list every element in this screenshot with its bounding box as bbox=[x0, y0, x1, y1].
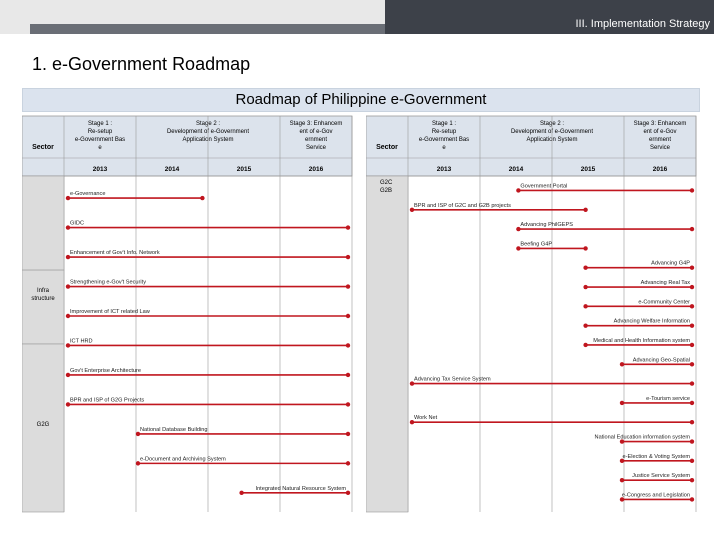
roadmap-bar-end-dot bbox=[690, 266, 694, 270]
roadmap-item-label: GIDC bbox=[70, 220, 84, 227]
stage-header-line: e bbox=[98, 145, 102, 151]
roadmap-bar-end-dot bbox=[690, 478, 694, 482]
roadmap-bar-end-dot bbox=[690, 401, 694, 405]
stage-header-line: Stage 2 : bbox=[195, 121, 221, 127]
stage-header-line: Re-setup bbox=[87, 129, 113, 135]
sector-header: Sector bbox=[376, 144, 398, 151]
roadmap-item-label: Advancing Real Tax bbox=[640, 280, 690, 287]
roadmap-bar-start-dot bbox=[583, 266, 587, 270]
stage-header-line: Service bbox=[305, 145, 327, 151]
roadmap-bar-end-dot bbox=[346, 314, 350, 318]
roadmap-bar-end-dot bbox=[346, 343, 350, 347]
roadmap-bar-start-dot bbox=[583, 323, 587, 327]
roadmap-item-label: Justice Service System bbox=[632, 473, 690, 480]
roadmap-item-label: e-Governance bbox=[70, 191, 106, 198]
roadmap-bar-end-dot bbox=[690, 343, 694, 347]
roadmap-banner bbox=[22, 88, 700, 112]
slide-header-bar bbox=[0, 0, 720, 36]
roadmap-bar-start-dot bbox=[583, 343, 587, 347]
stage-header-line: Stage 1 : bbox=[87, 121, 113, 127]
roadmap-bar-end-dot bbox=[690, 420, 694, 424]
roadmap-bar-end-dot bbox=[690, 362, 694, 366]
roadmap-item-label: e-Document and Archiving System bbox=[140, 456, 226, 463]
roadmap-panel-right bbox=[366, 112, 700, 514]
sector-header: Sector bbox=[32, 144, 54, 151]
roadmap-bar-end-dot bbox=[346, 255, 350, 259]
roadmap-bar-end-dot bbox=[690, 304, 694, 308]
stage-header-line: Application System bbox=[526, 137, 578, 143]
sector-label: G2C bbox=[380, 180, 393, 186]
roadmap-item-label: National Database Building bbox=[140, 426, 208, 433]
sector-cell bbox=[22, 344, 64, 512]
roadmap-item-label: Medical and Health Information system bbox=[593, 337, 690, 344]
stage-header-line: Service bbox=[649, 145, 671, 151]
roadmap-item-label: Work Net bbox=[414, 415, 438, 422]
stage-header-line: ent of e-Gov bbox=[299, 129, 333, 135]
year-label: 2013 bbox=[92, 166, 108, 173]
stage-header-line: e-Government Bas bbox=[418, 137, 470, 143]
year-label: 2013 bbox=[436, 166, 452, 173]
roadmap-bar-end-dot bbox=[690, 285, 694, 289]
year-label: 2015 bbox=[236, 166, 252, 173]
roadmap-bar-end-dot bbox=[346, 225, 350, 229]
roadmap-left-svg bbox=[22, 112, 356, 514]
stage-header-line: Development of e-Government bbox=[510, 129, 594, 135]
roadmap-bar-end-dot bbox=[583, 208, 587, 212]
roadmap-bar-end-dot bbox=[346, 284, 350, 288]
stage-header-line: Stage 3: Enhancem bbox=[633, 121, 687, 127]
roadmap-item-label: Improvement of ICT related Law bbox=[70, 309, 150, 315]
roadmap-bar-start-dot bbox=[583, 285, 587, 289]
year-label: 2015 bbox=[580, 166, 596, 173]
roadmap-item-label: e-Election & Voting System bbox=[622, 453, 690, 460]
roadmap-item-label: e-Congress and Legislation bbox=[621, 492, 690, 499]
roadmap-item-label: BPR and ISP of G2C and G2B projects bbox=[414, 202, 511, 209]
roadmap-right-svg bbox=[366, 112, 700, 514]
roadmap-bar-end-dot bbox=[200, 196, 204, 200]
roadmap-item-label: Advancing G4P bbox=[651, 260, 690, 267]
sector-label: G2B bbox=[380, 188, 393, 194]
roadmap-bar-start-dot bbox=[239, 491, 243, 495]
sector-cell bbox=[366, 176, 408, 512]
roadmap-bar-end-dot bbox=[346, 402, 350, 406]
year-label: 2014 bbox=[508, 166, 524, 173]
stage-header-line: Development of e-Government bbox=[166, 129, 250, 135]
roadmap-item-label: Enhancement of Gov't Info. Network bbox=[70, 250, 160, 257]
stage-header-line: ernment bbox=[304, 137, 328, 143]
year-label: 2016 bbox=[652, 166, 668, 173]
stage-header-line: Re-setup bbox=[431, 129, 457, 135]
roadmap-bar-end-dot bbox=[346, 461, 350, 465]
roadmap-item-label: Beefing G4P bbox=[520, 241, 553, 248]
roadmap-bar-end-dot bbox=[690, 497, 694, 501]
sector-cell bbox=[22, 270, 64, 344]
roadmap-item-label: e-Community Center bbox=[638, 299, 690, 306]
roadmap-bar-start-dot bbox=[620, 362, 624, 366]
roadmap-bar-end-dot bbox=[690, 439, 694, 443]
roadmap-bar-end-dot bbox=[690, 381, 694, 385]
stage-header-line: ent of e-Gov bbox=[643, 129, 677, 135]
roadmap-bar-end-dot bbox=[346, 373, 350, 377]
roadmap-bar-start-dot bbox=[583, 304, 587, 308]
roadmap-bar-end-dot bbox=[690, 188, 694, 192]
sector-label: Infra bbox=[36, 288, 50, 295]
stage-header-line: ernment bbox=[648, 137, 672, 143]
roadmap-bar-start-dot bbox=[620, 478, 624, 482]
year-label: 2014 bbox=[164, 166, 180, 173]
stage-header-line: e-Government Bas bbox=[74, 137, 126, 143]
roadmap-bar-end-dot bbox=[690, 459, 694, 463]
roadmap-bar-end-dot bbox=[690, 227, 694, 231]
roadmap-panel-left bbox=[22, 112, 356, 514]
roadmap-bar-end-dot bbox=[346, 491, 350, 495]
stage-header-line: Application System bbox=[182, 137, 234, 143]
sector-cell bbox=[22, 176, 64, 270]
roadmap-bar-end-dot bbox=[346, 432, 350, 436]
stage-header-line: Stage 3: Enhancem bbox=[289, 121, 343, 127]
roadmap-item-label: ICT HRD bbox=[70, 338, 93, 345]
roadmap-title: Roadmap of Philippine e-Government bbox=[235, 91, 487, 108]
sector-label: G2G bbox=[36, 422, 50, 428]
section-label: III. Implementation Strategy bbox=[575, 18, 710, 30]
stage-header-line: Stage 2 : bbox=[539, 121, 565, 127]
roadmap-bar-end-dot bbox=[690, 323, 694, 327]
year-label: 2016 bbox=[308, 166, 324, 173]
roadmap-item-label: e-Tourism service bbox=[646, 395, 690, 402]
roadmap-item-label: Advancing Tax Service System bbox=[414, 376, 491, 383]
roadmap-bar-end-dot bbox=[583, 246, 587, 250]
stage-header-line: Stage 1 : bbox=[431, 121, 457, 127]
roadmap-item-label: Advancing Geo-Spatial bbox=[632, 357, 690, 364]
roadmap-item-label: Advancing PhilGEPS bbox=[520, 222, 573, 229]
roadmap-item-label: National Education information system bbox=[594, 434, 690, 441]
roadmap-item-label: Integrated Natural Resource System bbox=[255, 485, 346, 492]
stage-header-line: e bbox=[442, 145, 446, 151]
roadmap-item-label: Advancing Welfare Information bbox=[613, 318, 690, 325]
roadmap-bar-start-dot bbox=[620, 401, 624, 405]
header-mid-band bbox=[30, 24, 385, 34]
roadmap-item-label: Gov't Enterprise Architecture bbox=[70, 367, 142, 374]
page-title: 1. e-Government Roadmap bbox=[32, 54, 251, 74]
sector-label: structure bbox=[31, 296, 55, 303]
roadmap-item-label: Government Portal bbox=[520, 183, 568, 190]
roadmap-item-label: Strengthening e-Gov't Security bbox=[70, 279, 147, 286]
roadmap-item-label: BPR and ISP of G2G Projects bbox=[70, 397, 145, 404]
